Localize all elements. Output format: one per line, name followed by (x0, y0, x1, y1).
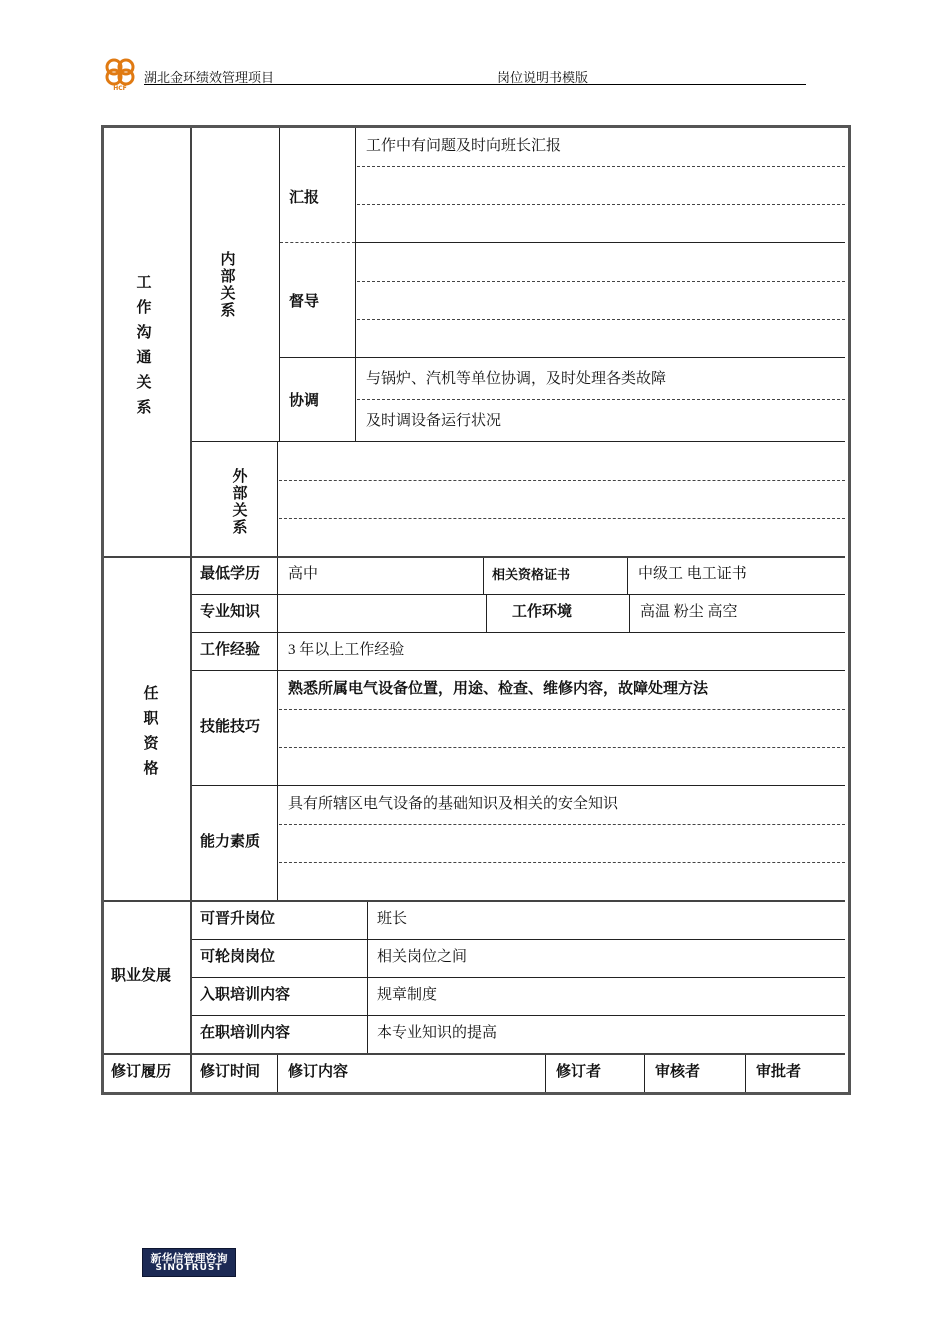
section-title-career: 职业发展 (111, 966, 172, 984)
col-divider-edu (483, 556, 484, 594)
row-line-career-end (104, 1053, 845, 1055)
row-line-supervise (280, 357, 845, 358)
ability-line-1: 具有所辖区电气设备的基础知识及相关的安全知识 (288, 796, 619, 812)
certificate-value: 中级工 电工证书 (638, 566, 747, 582)
col-divider-2c (277, 556, 278, 901)
dash-line (279, 518, 845, 519)
dash-line (279, 747, 845, 748)
external-relations-label: 外部关系 (232, 467, 248, 536)
coordinate-line-1: 与锅炉、汽机等单位协调，及时处理各类故障 (366, 371, 667, 387)
row-dash-report-label (280, 242, 355, 243)
knowledge-label: 专业知识 (200, 602, 261, 620)
section-title-communication: 工作沟通关系 (136, 273, 152, 416)
skills-label: 技能技巧 (200, 717, 261, 735)
col-divider-2b (277, 441, 278, 556)
row-line-induction (192, 1015, 845, 1016)
dash-line (279, 480, 845, 481)
col-divider-3 (355, 128, 356, 441)
reviser-label: 修订者 (556, 1062, 602, 1080)
coordinate-line-2: 及时调设备运行状况 (366, 413, 502, 429)
education-label: 最低学历 (200, 564, 261, 582)
dash-line (357, 204, 845, 205)
section-title-revision: 修订履历 (111, 1062, 172, 1080)
header-project: 湖北金环绩效管理项目 (144, 70, 275, 85)
col-divider-rev2 (545, 1054, 546, 1092)
dash-line (357, 319, 845, 320)
row-line-know (192, 632, 845, 633)
report-line-1: 工作中有问题及时向班长汇报 (366, 138, 562, 154)
experience-label: 工作经验 (200, 640, 261, 658)
reviewer-label: 审核者 (655, 1062, 701, 1080)
rotation-value: 相关岗位之间 (377, 949, 468, 965)
report-label: 汇报 (289, 188, 320, 206)
row-line-qual-end (104, 900, 845, 902)
col-divider-env (629, 594, 630, 632)
onjob-value: 本专业知识的提高 (377, 1025, 498, 1041)
induction-label: 入职培训内容 (200, 985, 291, 1003)
environment-label: 工作环境 (512, 602, 573, 620)
col-divider-1 (190, 128, 192, 1092)
internal-relations-label: 内部关系 (220, 250, 236, 319)
onjob-label: 在职培训内容 (200, 1023, 291, 1041)
skills-line-1: 熟悉所属电气设备位置，用途、检查、维修内容，故障处理方法 (288, 679, 709, 697)
promotion-label: 可晋升岗位 (200, 909, 276, 927)
ability-label: 能力素质 (200, 832, 261, 850)
approver-label: 审批者 (756, 1062, 802, 1080)
coordinate-label: 协调 (289, 391, 320, 409)
dash-line (357, 399, 845, 400)
row-line-report (355, 242, 845, 243)
consultant-logo (142, 1248, 236, 1277)
row-line-internal (192, 441, 845, 442)
header-doc-title: 岗位说明书模版 (497, 70, 589, 85)
company-logo-icon (102, 55, 138, 91)
dash-line (279, 824, 845, 825)
dash-line (279, 862, 845, 863)
certificate-label: 相关资格证书 (492, 568, 571, 583)
row-line-comm-end (104, 556, 845, 558)
education-value: 高中 (288, 566, 319, 582)
induction-value: 规章制度 (377, 987, 438, 1003)
dash-line (357, 281, 845, 282)
col-divider-rev3 (644, 1054, 645, 1092)
dash-line (357, 166, 845, 167)
row-line-edu (192, 594, 845, 595)
col-divider-cert (627, 556, 628, 594)
revision-content-label: 修订内容 (288, 1062, 349, 1080)
logo-text: HCF (113, 85, 127, 91)
consultant-logo-line1: 新华信管理咨询 (150, 1252, 228, 1265)
row-line-promo (192, 939, 845, 940)
row-line-rotation (192, 977, 845, 978)
consultant-logo-line2: SINOTRUST (155, 1263, 223, 1273)
row-line-exp (192, 670, 845, 671)
supervise-label: 督导 (289, 292, 320, 310)
revision-time-label: 修订时间 (200, 1062, 261, 1080)
col-divider-know (486, 594, 487, 632)
rotation-label: 可轮岗岗位 (200, 947, 276, 965)
environment-value: 高温 粉尘 高空 (640, 604, 738, 620)
col-divider-rev1 (277, 1054, 278, 1092)
col-divider-2a (279, 128, 280, 441)
section-title-qualification: 任职资格 (143, 684, 159, 777)
experience-value: 3 年以上工作经验 (288, 642, 405, 658)
col-divider-rev4 (745, 1054, 746, 1092)
header-rule (144, 84, 806, 85)
dash-line (279, 709, 845, 710)
row-line-skills (192, 785, 845, 786)
promotion-value: 班长 (377, 911, 408, 927)
